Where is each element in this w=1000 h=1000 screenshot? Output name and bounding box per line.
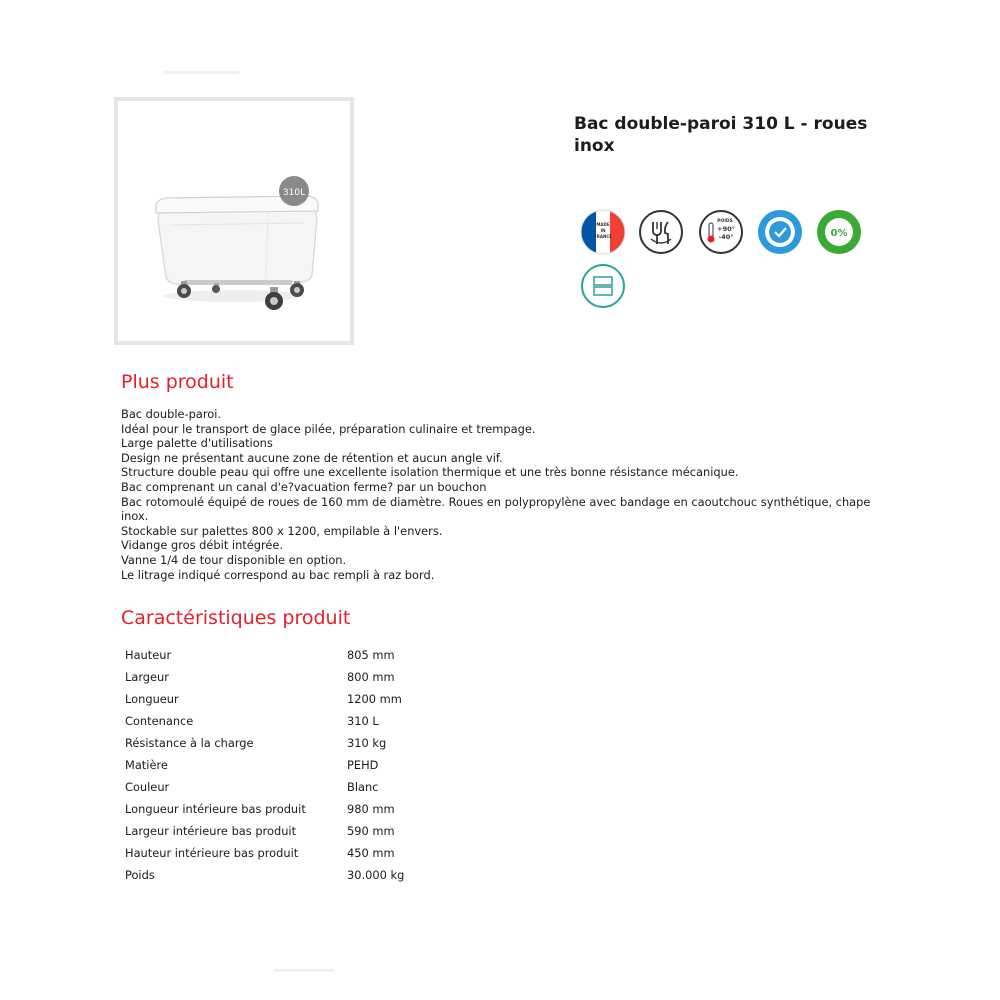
table-row xyxy=(121,820,507,842)
svg-text:MADE: MADE xyxy=(596,222,610,227)
spec-label: Poids xyxy=(125,868,155,882)
description-line: Vanne 1/4 de tour disponible en option. xyxy=(121,552,347,567)
spec-label: Largeur intérieure bas produit xyxy=(125,824,297,838)
description-line: Bac rotomoulé équipé de roues de 160 mm de diamètre. Roues en polypropylène avec bandage en caoutchouc synthétique, chape inox. xyxy=(121,494,871,524)
table-row xyxy=(121,864,507,886)
svg-text:IN: IN xyxy=(600,228,606,233)
spec-value: 310 L xyxy=(347,714,379,728)
description-line: Vidange gros débit intégrée. xyxy=(121,538,284,553)
table-row xyxy=(121,732,507,754)
table-row xyxy=(121,798,507,820)
table-row xyxy=(121,688,507,710)
product-image xyxy=(114,97,354,345)
svg-text:POIDS: POIDS xyxy=(717,219,733,224)
food-contact-icon xyxy=(638,209,684,255)
description-line: Le litrage indiqué correspond au bac rempli à raz bord. xyxy=(121,567,435,582)
spec-value: 805 mm xyxy=(347,648,395,662)
table-row xyxy=(121,754,507,776)
spec-value: 980 mm xyxy=(347,802,395,816)
spec-label: Matière xyxy=(125,758,168,772)
table-row xyxy=(121,666,507,688)
description-line: Bac comprenant un canal d'e?vacuation ferme? par un bouchon xyxy=(121,479,487,494)
stackable-icon xyxy=(580,263,626,309)
spec-label: Longueur xyxy=(125,692,179,706)
table-row xyxy=(121,776,507,798)
description-line: Idéal pour le transport de glace pilée, préparation culinaire et trempage. xyxy=(121,421,536,436)
spec-label: Hauteur intérieure bas produit xyxy=(125,846,299,860)
spec-label: Largeur xyxy=(125,670,169,684)
description-line: Structure double peau qui offre une excellente isolation thermique et une très bonne résistance mécanique. xyxy=(121,465,739,480)
svg-text:-40°: -40° xyxy=(718,233,734,241)
made-in-france-icon xyxy=(580,209,626,255)
spec-label: Résistance à la charge xyxy=(125,736,254,750)
product-title: Bac double-paroi 310 L - roues inox xyxy=(574,114,868,156)
temperature-icon xyxy=(698,209,744,255)
volume-badge-text: 310L xyxy=(282,188,306,198)
cart-illustration xyxy=(118,101,350,341)
tested-quality-icon xyxy=(757,209,803,255)
table-row xyxy=(121,710,507,732)
svg-text:FRANCE: FRANCE xyxy=(594,234,612,239)
spec-value: 800 mm xyxy=(347,670,395,684)
spec-label: Hauteur xyxy=(125,648,172,662)
svg-text:+90°: +90° xyxy=(717,225,735,233)
product-description xyxy=(121,407,881,582)
spec-value: 450 mm xyxy=(347,846,395,860)
bpa-free-icon xyxy=(816,209,862,255)
specs-table xyxy=(121,644,507,886)
table-row xyxy=(121,842,507,864)
spec-value: Blanc xyxy=(347,780,379,794)
faint-footer-mark xyxy=(274,969,334,972)
spec-label: Couleur xyxy=(125,780,170,794)
caracteristiques-heading: Caractéristiques produit xyxy=(121,607,351,629)
spec-value: 1200 mm xyxy=(347,692,402,706)
spec-value: 30.000 kg xyxy=(347,868,405,882)
spec-label: Longueur intérieure bas produit xyxy=(125,802,306,816)
spec-label: Contenance xyxy=(125,714,194,728)
description-line: Stockable sur palettes 800 x 1200, empilable à l'envers. xyxy=(121,523,443,538)
faint-header-mark xyxy=(164,71,239,74)
spec-value: 310 kg xyxy=(347,736,387,750)
description-line: Design ne présentant aucune zone de rétention et aucun angle vif. xyxy=(121,450,503,465)
table-row xyxy=(121,644,507,666)
svg-text:0%: 0% xyxy=(830,228,848,239)
description-line: Bac double-paroi. xyxy=(121,407,222,421)
plus-produit-heading: Plus produit xyxy=(121,371,234,393)
description-line: Large palette d'utilisations xyxy=(121,436,273,451)
spec-value: 590 mm xyxy=(347,824,395,838)
spec-value: PEHD xyxy=(347,758,379,772)
